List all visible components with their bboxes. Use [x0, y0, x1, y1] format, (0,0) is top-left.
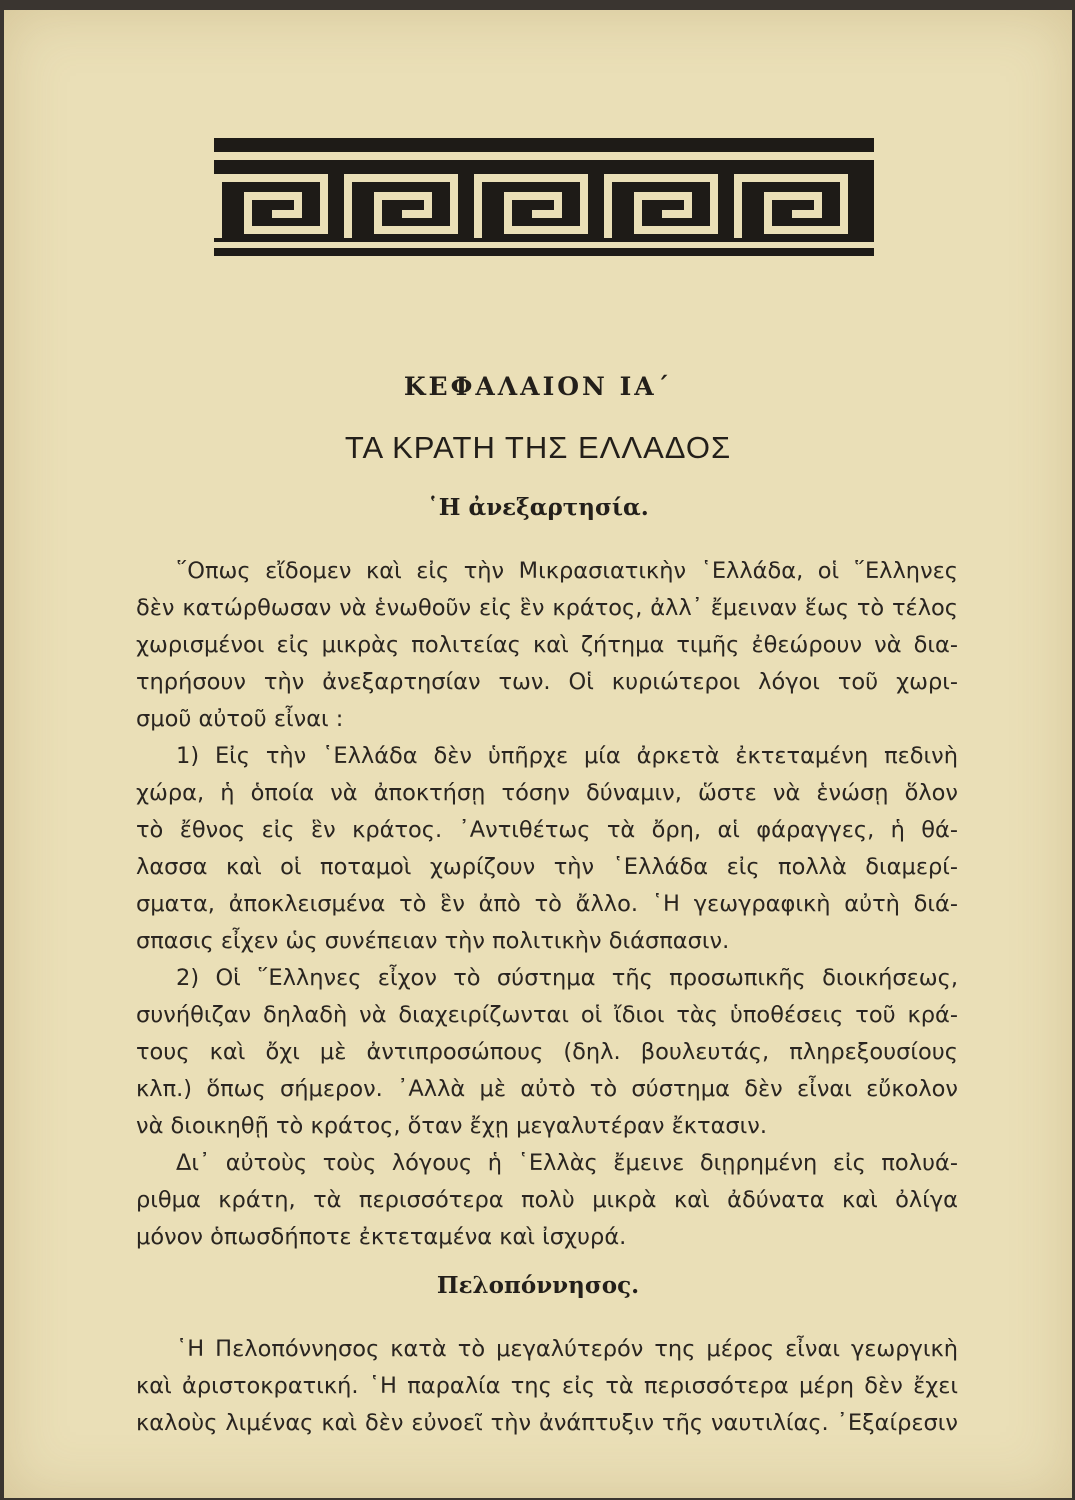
text-line: συνήθιζαν δηλαδὴ νὰ διαχειρίζωνται οἱ ἴδιοι τὰς ὑποθέσεις τοῦ κρά- — [136, 1002, 958, 1028]
chapter-title: ΤΑ ΚΡΑΤΗ ΤΗΣ ΕΛΛΑΔΟΣ — [344, 430, 732, 465]
text-line: ῞Οπως εἴδομεν καὶ εἰς τὴν Μικρασιατικὴν ῾Ελλάδα, οἱ ῞Ελληνες — [176, 558, 958, 584]
greek-key-ornament — [214, 138, 874, 256]
text-line: 1) Εἰς τὴν ῾Ελλάδα δὲν ὑπῆρχε μία ἀρκετὰ ἐκτεταμένη πεδινὴ — [176, 743, 958, 769]
text-line: καὶ ἀριστοκρατική. ῾Η παραλία της εἰς τὰ περισσότερα μέρη δὲν ἔχει — [136, 1373, 958, 1399]
text-line: Δι᾿ αὐτοὺς τοὺς λόγους ἡ ῾Ελλὰς ἔμεινε διῃρημένη εἰς πολυά- — [176, 1150, 958, 1176]
text-line: νὰ διοικηθῇ τὸ κράτος, ὅταν ἔχῃ μεγαλυτέραν ἔκτασιν. — [136, 1113, 767, 1139]
section-heading-peloponnese: Πελοπόννησος. — [436, 1272, 640, 1299]
text-line: λασσα καὶ οἱ ποταμοὶ χωρίζουν τὴν ῾Ελλάδα εἰς πολλὰ διαμερί- — [136, 854, 958, 880]
book-page — [4, 10, 1072, 1498]
text-line: ριθμα κράτη, τὰ περισσότερα πολὺ μικρὰ καὶ ἀδύνατα καὶ ὀλίγα — [136, 1187, 958, 1213]
text-line: σπασις εἶχεν ὡς συνέπειαν τὴν πολιτικὴν διάσπασιν. — [136, 928, 730, 954]
text-line: σμοῦ αὐτοῦ εἶναι : — [136, 706, 344, 732]
text-line: τους καὶ ὄχι μὲ ἀντιπροσώπους (δηλ. βουλευτάς, πληρεξουσίους — [136, 1039, 958, 1065]
text-line: 2) Οἱ ῞Ελληνες εἶχον τὸ σύστημα τῆς προσωπικῆς διοικήσεως, — [176, 965, 958, 991]
text-line: μόνον ὁπωσδήποτε ἐκτεταμένα καὶ ἰσχυρά. — [136, 1224, 627, 1250]
text-line: τηρήσουν τὴν ἀνεξαρτησίαν των. Οἱ κυριώτεροι λόγοι τοῦ χωρι- — [136, 669, 958, 695]
text-line: καλοὺς λιμένας καὶ δὲν εὐνοεῖ τὴν ἀνάπτυξιν τῆς ναυτιλίας. ᾿Εξαίρεσιν — [136, 1410, 958, 1436]
text-line: ῾Η Πελοπόννησος κατὰ τὸ μεγαλύτερόν της μέρος εἶναι γεωργικὴ — [176, 1336, 958, 1362]
text-line: σματα, ἀποκλεισμένα τὸ ἓν ἀπὸ τὸ ἄλλο. ῾Η γεωγραφικὴ αὐτὴ διά- — [136, 891, 958, 917]
section-heading-independence: ῾Η ἀνεξαρτησία. — [427, 494, 649, 521]
chapter-label: ΚΕΦΑΛΑΙΟΝ ΙΑ΄ — [403, 372, 673, 401]
text-line: χωρισμένοι εἰς μικρὰς πολιτείας καὶ ζήτημα τιμῆς ἐθεώρουν νὰ δια- — [136, 632, 958, 658]
text-line: χώρα, ἡ ὁποία νὰ ἀποκτήσῃ τόσην δύναμιν, ὥστε νὰ ἑνώσῃ ὅλον — [136, 780, 958, 806]
text-line: δὲν κατώρθωσαν νὰ ἑνωθοῦν εἰς ἓν κράτος, ἀλλ᾿ ἔμειναν ἕως τὸ τέλος — [136, 595, 958, 621]
text-line: κλπ.) ὅπως σήμερον. ᾿Αλλὰ μὲ αὐτὸ τὸ σύστημα δὲν εἶναι εὔκολον — [136, 1076, 958, 1102]
text-line: τὸ ἔθνος εἰς ἓν κράτος. ᾿Αντιθέτως τὰ ὄρη, αἱ φάραγγες, ἡ θά- — [136, 817, 958, 843]
